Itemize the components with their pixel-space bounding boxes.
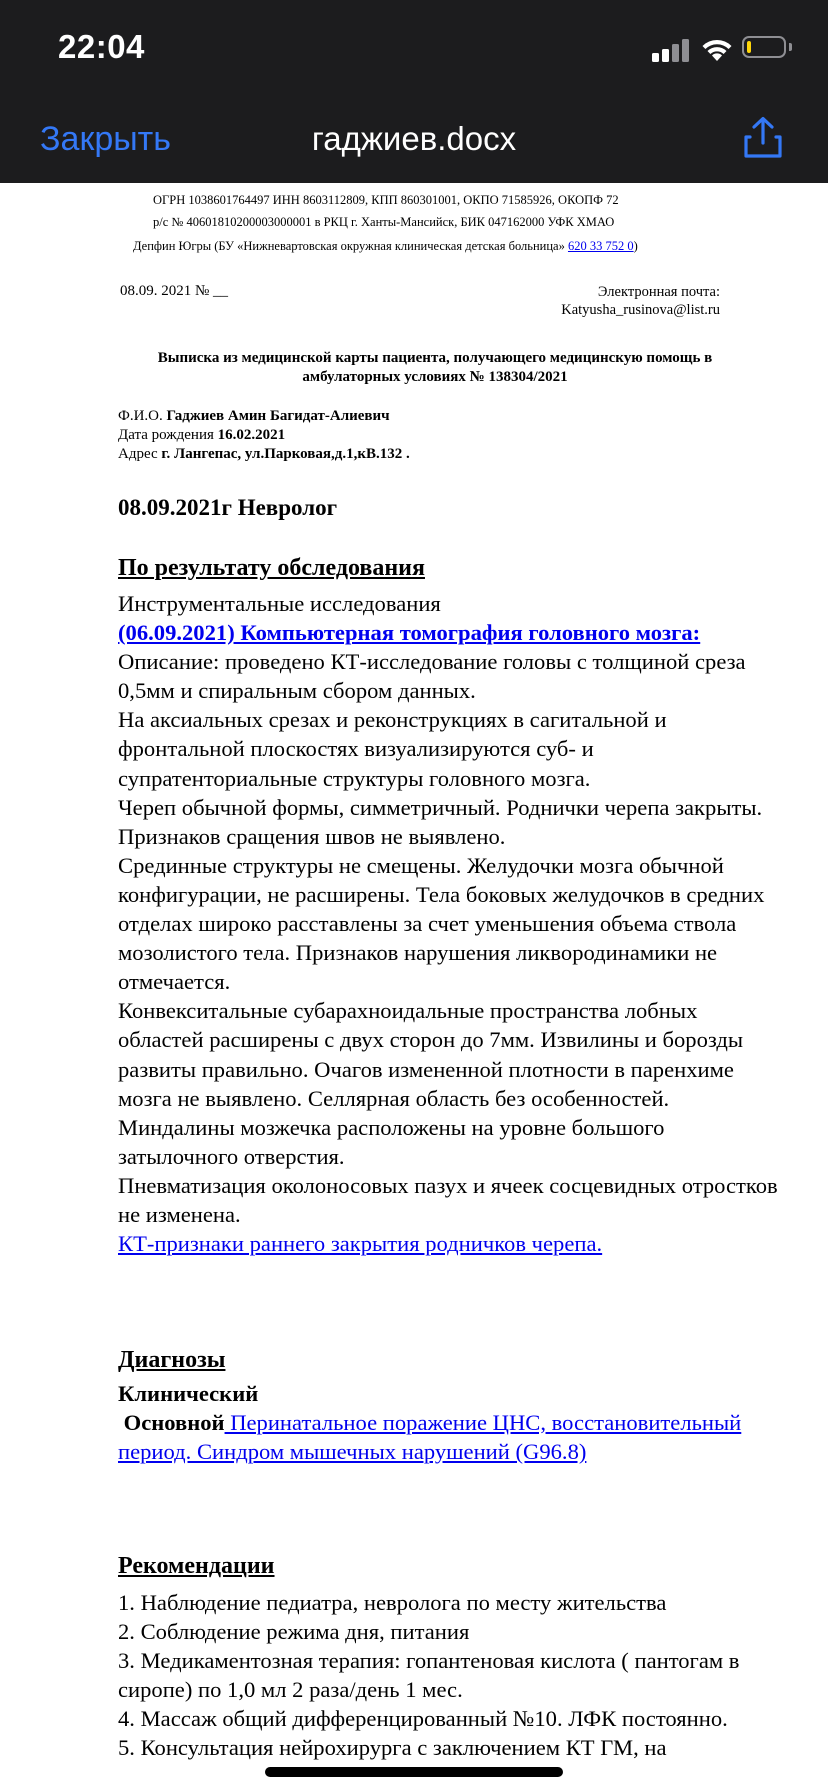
close-button[interactable]: Закрыть <box>40 120 171 158</box>
dob-value: 16.02.2021 <box>217 427 286 443</box>
email-block <box>561 283 720 319</box>
paragraph: Пневматизация околоносовых пазух и ячеек сосцевидных отростков не изменена. <box>118 1172 778 1227</box>
email-label: Электронная почта: <box>597 284 720 300</box>
email-value: Katyusha_rusinova@list.ru <box>561 302 720 318</box>
share-icon <box>740 114 786 160</box>
paragraph: Описание: проведено КТ-исследование головы с толщиной среза 0,5мм и спиральным сбором данных. <box>118 649 746 704</box>
visit-heading: 08.09.2021г Невролог <box>118 495 338 520</box>
list-item: 2. Соблюдение режима дня, питания <box>118 1619 470 1645</box>
phone-link[interactable]: 620 33 752 0 <box>567 239 634 253</box>
wifi-icon <box>700 36 734 62</box>
diagnosis-main <box>118 1408 778 1466</box>
requisites-text: ) <box>633 239 638 253</box>
dob-label: Дата рождения <box>118 427 218 443</box>
patient-address-row <box>118 445 410 464</box>
patient-dob-row <box>118 426 410 445</box>
paragraph: Срединные структуры не смещены. Желудочки мозга обычной конфигурации, не расширены. Тела боковых желудочков в средних отделах широко расставлены за счет уменьшения объема ствола мозолистого тела. Признаков нарушения ликвородинамики не отмечается. <box>118 852 765 995</box>
diagnosis-type: Клинический <box>118 1381 259 1406</box>
requisites-text: Депфин Югры (БУ «Нижневартовская окружная клиническая детская больница» <box>133 239 568 253</box>
document-viewer[interactable] <box>0 183 828 1792</box>
battery-level <box>747 41 751 53</box>
status-time: 22:04 <box>58 28 145 65</box>
list-item: 5. Консультация нейрохирурга с заключением КТ ГМ, на <box>118 1735 667 1761</box>
patient-name-row <box>118 407 410 426</box>
section-heading-diagnoses: Диагнозы <box>118 1347 226 1373</box>
document-date: 08.09. 2021 № __ <box>120 283 229 299</box>
diagnosis-block <box>118 1379 778 1466</box>
ct-study-link[interactable]: (06.09.2021) Компьютерная томография головного мозга: <box>118 620 701 646</box>
extract-title: Выписка из медицинской карты пациента, получающего медицинскую помощь в амбулаторных условиях № 138304/2021 <box>157 350 713 385</box>
paragraph: Конвекситальные субарахноидальные пространства лобных областей расширены с двух сторон до 7мм. Извилины и борозды развиты правильно. Очагов измененной плотности в паренхиме мозга не выявлено. Селлярная область без особенностей. <box>118 998 744 1111</box>
battery-icon <box>742 36 786 58</box>
diagnosis-link[interactable]: Перинатальное поражение ЦНС, восстановительный период. Синдром мышечных нарушений (G96.8) <box>118 1410 742 1465</box>
paragraph: Миндалины мозжечка расположены на уровне большого затылочного отверстия. <box>118 1114 665 1169</box>
fio-label: Ф.И.О. <box>118 408 167 424</box>
share-button[interactable] <box>740 114 786 160</box>
address-label: Адрес <box>118 446 162 462</box>
requisites-line: ОГРН 1038601764497 ИНН 8603112809, КПП 860301001, ОКПО 71585926, ОКОПФ 72 <box>153 193 619 207</box>
paragraph: Череп обычной формы, симметричный. Роднички черепа закрыты. Признаков сращения швов не выявлено. <box>118 794 763 849</box>
results-body <box>118 589 778 1258</box>
paragraph: На аксиальных срезах и реконструкциях в сагитальной и фронтальной плоскостях визуализируются суб- и супратенториальные структуры головного мозга. <box>118 707 667 791</box>
document-title: гаджиев.docx <box>311 120 517 157</box>
battery-nub <box>789 43 792 51</box>
conclusion-link[interactable]: КТ-признаки раннего закрытия родничков черепа. <box>118 1231 603 1257</box>
section-heading-results: По результату обследования <box>118 555 425 581</box>
section-heading-recommendations: Рекомендации <box>118 1553 275 1579</box>
list-item: 4. Массаж общий дифференцированный №10. ЛФК постоянно. <box>118 1706 728 1732</box>
top-bar <box>0 0 828 183</box>
diagnosis-main-label: Основной <box>118 1410 225 1436</box>
fio-value: Гаджиев Амин Багидат-Алиевич <box>166 408 390 424</box>
recommendations-list <box>118 1588 778 1763</box>
list-item: 1. Наблюдение педиатра, невролога по месту жительства <box>118 1590 667 1615</box>
home-indicator[interactable] <box>265 1767 563 1777</box>
subheading: Инструментальные исследования <box>118 591 441 616</box>
requisites-line: р/с № 40601810200003000001 в РКЦ г. Ханты-Мансийск, БИК 047162000 УФК ХМАО <box>153 215 615 229</box>
requisites-line <box>133 239 638 254</box>
signal-icon <box>652 38 690 62</box>
patient-info <box>118 407 410 464</box>
list-item: 3. Медикаментозная терапия: гопантеновая кислота ( пантогам в сиропе) по 1,0 мл 2 раза/день 1 мес. <box>118 1648 740 1703</box>
address-value: г. Лангепас, ул.Парковая,д.1,кВ.132 . <box>161 446 410 462</box>
